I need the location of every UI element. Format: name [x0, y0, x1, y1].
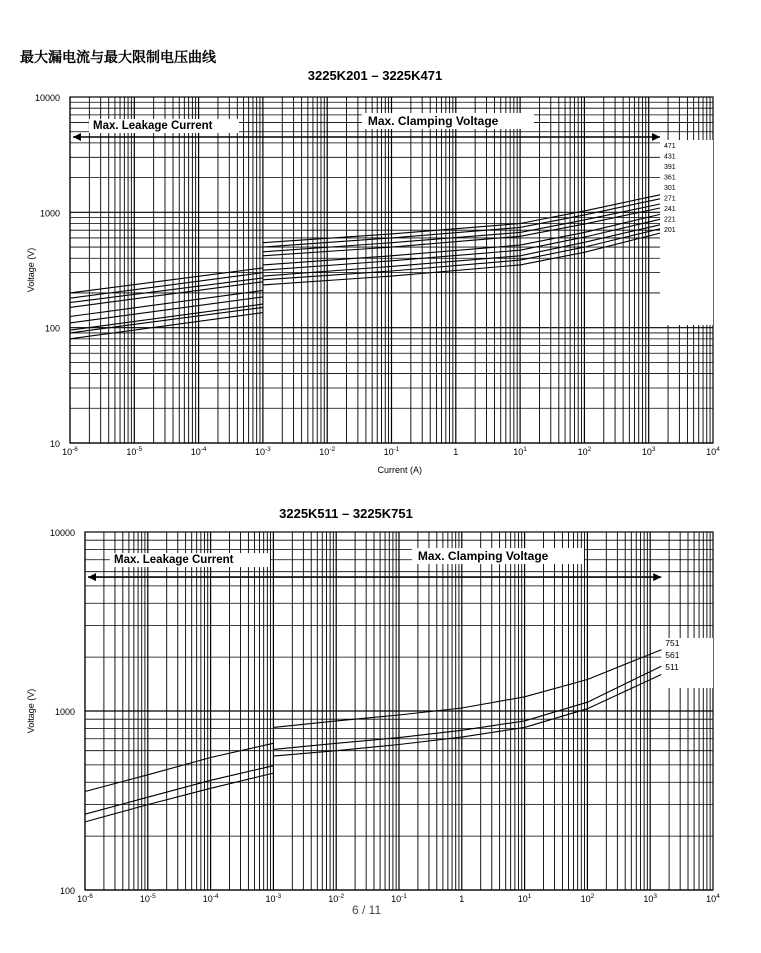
series-271-clamping-line: [263, 219, 660, 270]
chart-1-title: 3225K201 – 3225K471: [307, 68, 443, 83]
x-tick-label: $10^{-1}$: [383, 446, 400, 457]
series-label-391: 391: [664, 164, 676, 171]
leakage-arrow-head: [88, 573, 96, 581]
series-label-431: 431: [664, 153, 676, 161]
series-471-leakage-line: [70, 268, 263, 293]
annotation-arrows: [73, 133, 660, 141]
x-tick-label: 1: [459, 894, 465, 904]
x-tick-label: $10^1$: [513, 446, 527, 457]
x-tick-label: $10^{-5}$: [126, 446, 143, 457]
page-number: 6 / 11: [352, 903, 382, 917]
series-label-561: 561: [665, 650, 680, 660]
y-axis-label: Voltage (V): [26, 247, 36, 293]
chart-1-plot: [0, 85, 761, 505]
series-label-201: 201: [664, 227, 676, 234]
grid: [85, 532, 713, 890]
series-label-221: 221: [664, 216, 676, 224]
series-label-301: 301: [664, 185, 676, 192]
x-tick-label: $10^4$: [706, 446, 720, 457]
x-tick-label: $10^{-3}$: [255, 446, 271, 457]
x-tick-label: $10^{-4}$: [202, 893, 219, 904]
y-tick-label: 100: [59, 886, 75, 896]
leakage-label: Max. Leakage Current: [114, 554, 234, 567]
clamping-label: Max. Clamping Voltage: [367, 113, 499, 128]
annotation-arrows: [88, 573, 661, 581]
series-561-clamping-line: [273, 666, 661, 749]
y-tick-label: 10: [49, 439, 60, 449]
series-label-471: 471: [664, 143, 676, 150]
series-label-241: 241: [664, 206, 676, 213]
series-511-leakage-line: [85, 773, 273, 822]
series-221-leakage-line: [70, 307, 263, 333]
x-tick-label: $10^2$: [577, 446, 592, 457]
series-471-clamping-line: [263, 195, 660, 243]
series-label-511: 511: [665, 662, 679, 672]
series-label-271: 271: [664, 195, 676, 203]
y-axis-label: Voltage (V): [26, 688, 36, 734]
series-751-clamping-line: [273, 650, 661, 728]
x-tick-label: $10^{-2}$: [319, 446, 336, 457]
series-561-leakage-line: [85, 766, 273, 815]
series-301-clamping-line: [263, 214, 660, 265]
series-271-leakage-line: [70, 297, 263, 323]
x-tick-label: $10^{-3}$: [265, 893, 282, 904]
leakage-label: Max. Leakage Current: [93, 119, 213, 132]
clamping-arrow-head: [652, 133, 660, 141]
y-tick-label: 1000: [54, 707, 75, 717]
x-tick-label: $10^3$: [641, 446, 656, 457]
y-tick-label: 10000: [34, 93, 60, 103]
series-curves: [85, 650, 661, 822]
series-431-clamping-line: [263, 199, 660, 247]
x-tick-label: $10^{-1}$: [391, 893, 407, 904]
chart-2-plot: [0, 520, 761, 920]
series-curves: [70, 195, 660, 339]
x-tick-label: $10^{-2}$: [328, 893, 345, 904]
x-axis-label: Current (A): [377, 465, 423, 475]
x-tick-label: 1: [453, 447, 459, 457]
leakage-arrow-head: [73, 133, 81, 141]
grid: [70, 97, 713, 443]
x-tick-label: $10^{-6}$: [62, 446, 78, 457]
series-label-751: 751: [665, 638, 680, 648]
x-tick-label: $10^3$: [643, 893, 658, 904]
x-tick-label: $10^{-5}$: [139, 893, 156, 904]
x-tick-label: $10^{-6}$: [77, 893, 93, 904]
series-241-leakage-line: [70, 304, 263, 330]
clamping-arrow-head: [653, 573, 661, 581]
series-201-leakage-line: [70, 313, 263, 339]
y-tick-label: 100: [44, 323, 60, 334]
x-tick-label: $10^{-4}$: [190, 446, 207, 457]
x-tick-label: $10^2$: [580, 893, 595, 904]
page-heading: 最大漏电流与最大限制电压曲线: [20, 50, 216, 66]
series-391-leakage-line: [70, 278, 263, 303]
series-label-361: 361: [664, 174, 676, 182]
x-tick-label: $10^4$: [706, 893, 720, 904]
chart-2-title: 3225K511 – 3225K751: [279, 506, 413, 521]
y-tick-label: 1000: [39, 208, 60, 219]
y-tick-label: 10000: [49, 528, 75, 538]
x-tick-label: $10^1$: [517, 893, 532, 904]
clamping-label: Max. Clamping Voltage: [417, 549, 549, 564]
